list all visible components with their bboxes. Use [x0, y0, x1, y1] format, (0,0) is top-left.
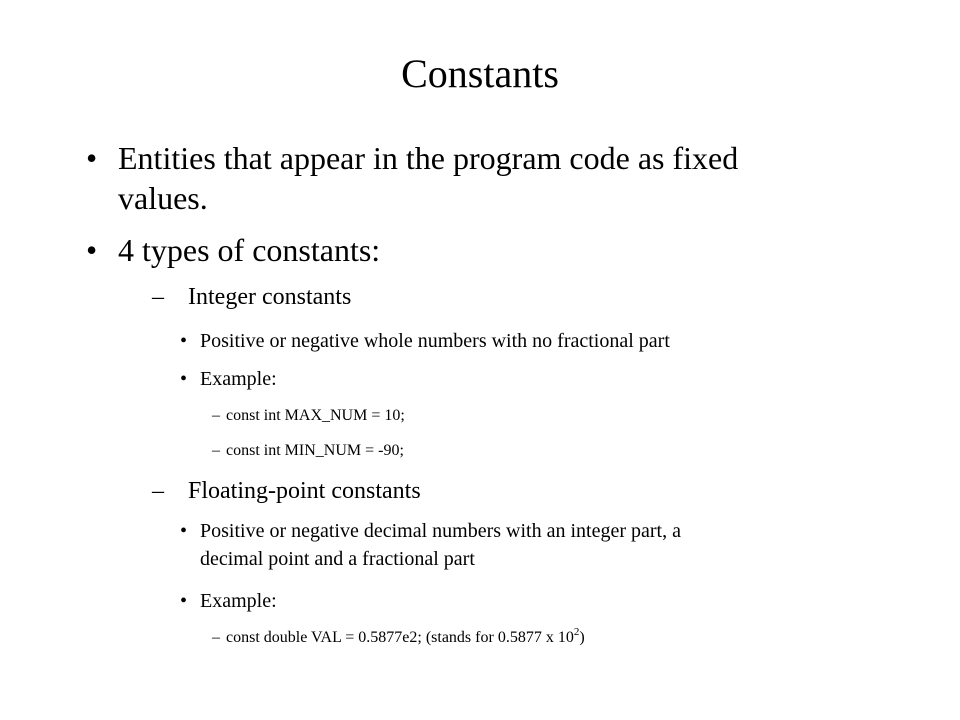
- bullet-entities-line1: Entities that appear in the program code as fixed: [118, 140, 739, 176]
- integer-example-label: Example:: [200, 368, 277, 390]
- bullet-types: 4 types of constants:: [118, 232, 381, 268]
- bullet-marker: •: [86, 232, 98, 268]
- bullet-marker: •: [180, 520, 188, 542]
- bullet-marker: •: [86, 140, 98, 176]
- floating-code-text: const double VAL = 0.5877e2; (stands for 0.5877 x 10: [226, 629, 574, 646]
- dash-marker: –: [212, 407, 220, 424]
- dash-marker: –: [212, 629, 220, 646]
- floating-constants-heading: Floating-point constants: [188, 478, 421, 504]
- floating-code-val: [226, 627, 585, 649]
- dash-marker: –: [152, 478, 164, 504]
- integer-constants-heading: Integer constants: [188, 284, 352, 310]
- dash-marker: –: [212, 442, 220, 459]
- floating-code-tail: ): [579, 629, 585, 646]
- integer-code-max: const int MAX_NUM = 10;: [226, 407, 405, 424]
- integer-description: Positive or negative whole numbers with no fractional part: [200, 330, 670, 352]
- bullet-marker: •: [180, 368, 188, 390]
- floating-description-line1: Positive or negative decimal numbers with an integer part, a: [200, 520, 681, 542]
- floating-example-label: Example:: [200, 590, 277, 612]
- integer-code-min: const int MIN_NUM = -90;: [226, 442, 404, 459]
- bullet-entities-line2: values.: [118, 180, 208, 216]
- floating-description-line2: decimal point and a fractional part: [200, 548, 475, 570]
- slide-title: Constants: [401, 51, 559, 96]
- dash-marker: –: [152, 284, 164, 310]
- bullet-marker: •: [180, 590, 188, 612]
- bullet-marker: •: [180, 330, 188, 352]
- floating-code-exponent: 2: [573, 625, 580, 638]
